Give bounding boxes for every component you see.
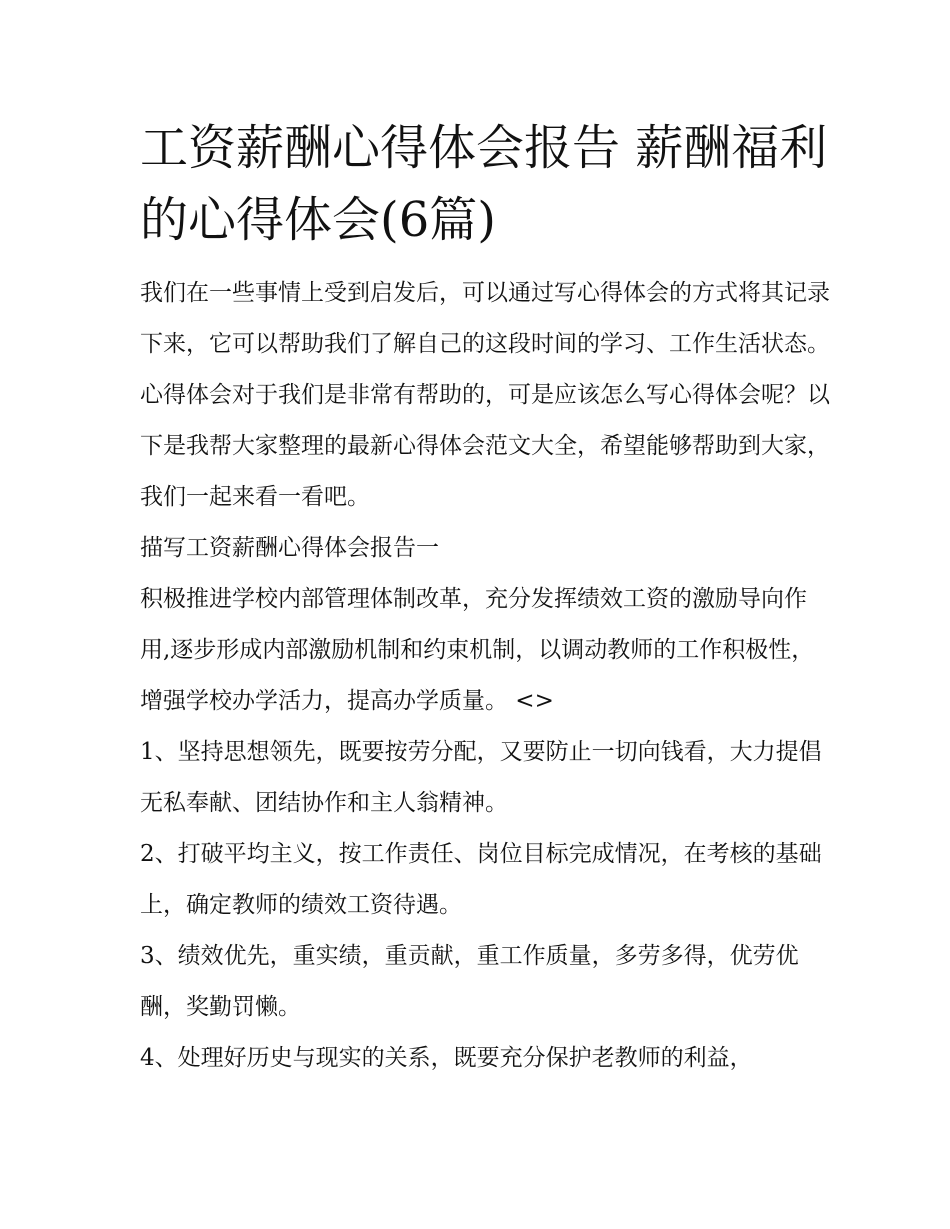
document-title: 工资薪酬心得体会报告 薪酬福利的心得体会(6篇): [140, 120, 828, 248]
intro-paragraph: 我们在一些事情上受到启发后，可以通过写心得体会的方式将其记录下来，它可以帮助我们了解自己的这段时间的学习、工作生活状态。心得体会对于我们是非常有帮助的，可是应该怎么写心得体会呢？以下是我帮大家整理的最新心得体会范文大全，希望能够帮助到大家，我们一起来看一看吧。: [140, 280, 830, 510]
document-page: [140, 112, 830, 1084]
list-item: 1、坚持思想领先，既要按劳分配，又要防止一切向钱看，大力提倡无私奉献、团结协作和主人翁精神。: [140, 739, 822, 816]
document-body: [140, 268, 830, 1084]
body-paragraph: 积极推进学校内部管理体制改革，充分发挥绩效工资的激励导向作用,逐步形成内部激励机制和约束机制，以调动教师的工作积极性，增强学校办学活力，提高办学质量。 <>: [140, 586, 815, 714]
section-heading: 描写工资薪酬心得体会报告一: [140, 535, 439, 561]
list-item: 4、处理好历史与现实的关系，既要充分保护老教师的利益，: [140, 1045, 753, 1071]
list-item: 2、打破平均主义，按工作责任、岗位目标完成情况，在考核的基础上，确定教师的绩效工资待遇。: [140, 841, 822, 918]
list-item: 3、绩效优先，重实绩，重贡献，重工作质量，多劳多得，优劳优酬，奖勤罚懒。: [140, 943, 799, 1020]
